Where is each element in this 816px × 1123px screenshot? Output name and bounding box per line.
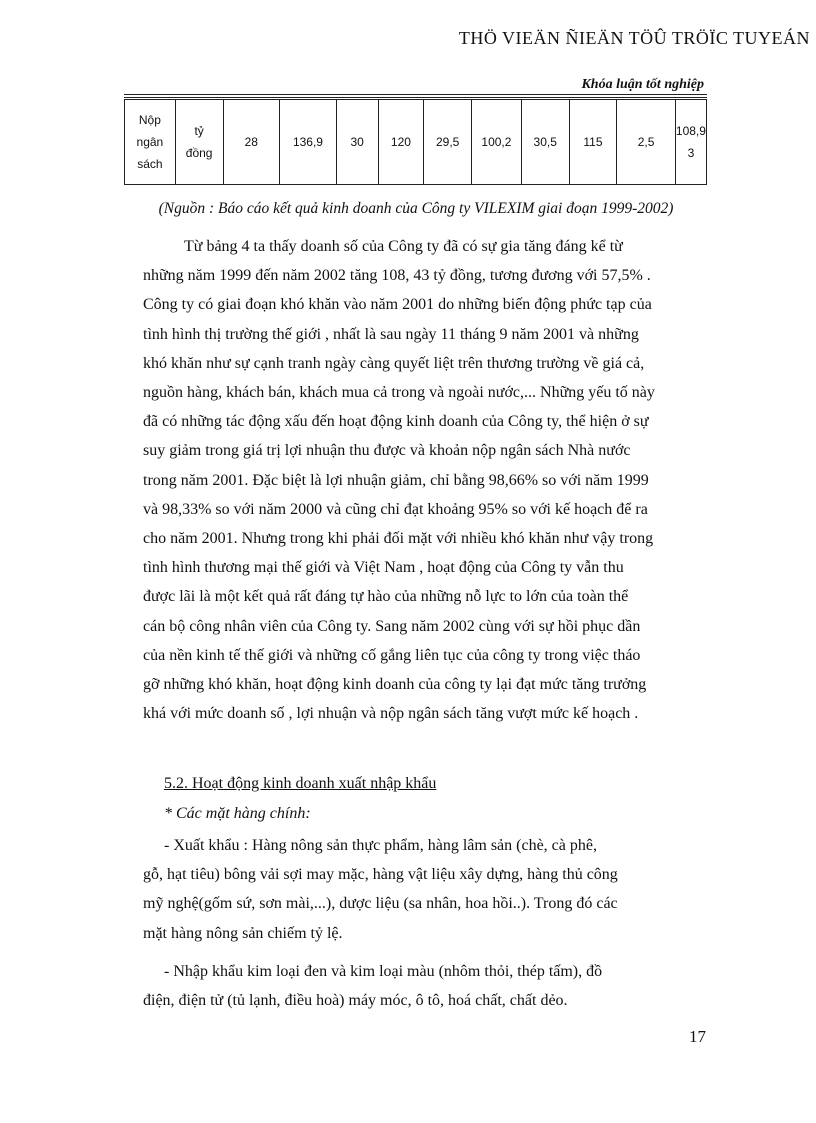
import-paragraph: - Nhập khẩu kim loại đen và kim loại màu (nhôm thỏi, thép tấm), đồ điện, điện tử (tủ lạnh, điều hoà) máy móc, ô tô, hoá chất, chất dẻo. <box>143 963 603 1010</box>
value-cell: 30 <box>336 100 378 185</box>
export-paragraph: - Xuất khẩu : Hàng nông sản thực phẩm, hàng lâm sản (chè, cà phê, gỗ, hạt tiêu) bông vải sợi may mặc, hàng vật liệu xây dựng, hàng thủ công mỹ nghệ(gốm sứ, sơn mài,...), dược liệu (sa nhân, hoa hồi..). Trong đó các mặt hàng nông sản chiếm tỷ lệ. <box>143 837 618 942</box>
header-rule <box>124 94 707 95</box>
value-cell: 28 <box>223 100 280 185</box>
value-cell: 100,2 <box>472 100 522 185</box>
value-cell: 29,5 <box>424 100 472 185</box>
value-cell: 115 <box>569 100 617 185</box>
value-cell: 108,9 3 <box>675 100 706 185</box>
body-paragraph: Từ bảng 4 ta thấy doanh số của Công ty đã có sự gia tăng đáng kể từ những năm 1999 đến năm 2002 tăng 108, 43 tỷ đồng, tương đương với 57,5% . Công ty có giai đoạn khó khăn vào năm 2001 do những biến động phức tạp của tình hình thị trường thế giới , nhất là sau ngày 11 tháng 9 năm 2001 và những khó khăn như sự cạnh tranh ngày càng quyết liệt trên thương trường về giá cả, nguồn hàng, khách bán, khách mua cả trong và ngoài nước,... Những yếu tố này đã có những tác động xấu đến hoạt động kinh doanh của Công ty, thể hiện ở sự suy giảm trong giá trị lợi nhuận thu được và khoản nộp ngân sách Nhà nước trong năm 2001. Đặc biệt là lợi nhuận giảm, chỉ bằng 98,66% so với năm 1999 và 98,33% so với năm 2000 và cũng chỉ đạt khoảng 95% so với kế hoạch để ra cho năm 2001. Nhưng trong khi phải đối mặt với nhiều khó khăn như vậy trong tình hình thương mại thế giới và Việt Nam , hoạt động của Công ty vẫn thu được lãi là một kết quả rất đáng tự hào của những nỗ lực to lớn của toàn thể cán bộ công nhân viên của Công ty. Sang năm 2002 cùng với sự hồi phục dần của nền kinh tế thế giới và những cố gắng liên tục của công ty trong việc tháo gỡ những khó khăn, hoạt động kinh doanh của công ty lại đạt mức tăng trưởng khá với mức doanh số , lợi nhuận và nộp ngân sách tăng vượt mức kế hoạch . <box>143 238 655 723</box>
row-label-cell: Nộp ngân sách <box>125 100 176 185</box>
page-number: 17 <box>689 1027 706 1046</box>
value-cell: 136,9 <box>280 100 337 185</box>
site-header: THÖ VIEÄN ÑIEÄN TÖÛ TRÖÏC TUYEÁN <box>458 28 810 48</box>
budget-table <box>124 99 707 185</box>
table-source-note: (Nguồn : Báo cáo kết quả kinh doanh của Công ty VILEXIM giai đoạn 1999-2002) <box>158 200 674 217</box>
header-rule-inner <box>124 97 707 98</box>
section-heading: 5.2. Hoạt động kinh doanh xuất nhập khẩu <box>164 775 437 792</box>
unit-cell: tỷ đồng <box>175 100 223 185</box>
thesis-label: Khóa luận tốt nghiệp <box>581 77 704 92</box>
value-cell: 30,5 <box>521 100 569 185</box>
value-cell: 120 <box>378 100 424 185</box>
bullet-label: * Các mặt hàng chính: <box>164 805 311 822</box>
value-cell: 2,5 <box>617 100 676 185</box>
table-row <box>125 100 707 185</box>
